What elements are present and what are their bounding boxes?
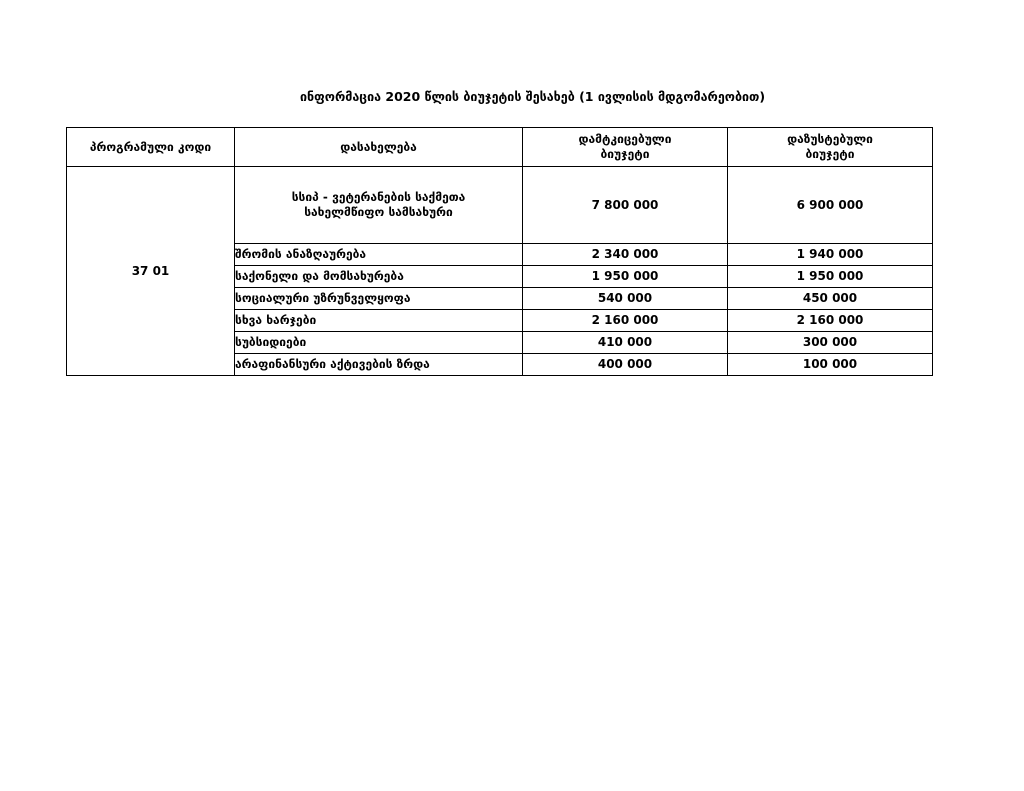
table-row-main: [67, 167, 933, 244]
row-specified-cell: 2 160 000: [728, 310, 933, 332]
row-approved-cell: 1 950 000: [523, 266, 728, 288]
header-specified-line1: დაზუსტებული: [787, 132, 873, 146]
header-name: დასახელება: [235, 128, 523, 167]
row-specified-cell: 1 940 000: [728, 244, 933, 266]
header-approved-line1: დამტკიცებული: [578, 132, 672, 146]
row-name-cell: საქონელი და მომსახურება: [235, 266, 523, 288]
row-name-cell: სუბსიდიები: [235, 332, 523, 354]
program-code-cell: 37 01: [67, 167, 235, 376]
header-specified-budget: [728, 128, 933, 167]
row-specified-cell: 100 000: [728, 354, 933, 376]
header-approved-line2: ბიუჯეტი: [600, 147, 650, 161]
row-specified-cell: 1 950 000: [728, 266, 933, 288]
main-specified-cell: 6 900 000: [728, 167, 933, 244]
page-title: ინფორმაცია 2020 წლის ბიუჯეტის შესახებ (1 ივლისის მდგომარეობით): [300, 89, 766, 104]
header-specified-line2: ბიუჯეტი: [805, 147, 855, 161]
row-approved-cell: 2 340 000: [523, 244, 728, 266]
row-name-cell: შრომის ანაზღაურება: [235, 244, 523, 266]
row-name-cell: არაფინანსური აქტივების ზრდა: [235, 354, 523, 376]
table-header-row: [67, 128, 933, 167]
row-specified-cell: 450 000: [728, 288, 933, 310]
main-approved-cell: 7 800 000: [523, 167, 728, 244]
main-name-line1: სსიპ - ვეტერანების საქმეთა: [291, 190, 466, 204]
main-name-line2: სახელმწიფო სამსახური: [304, 205, 453, 219]
row-approved-cell: 540 000: [523, 288, 728, 310]
header-approved-budget: [523, 128, 728, 167]
row-approved-cell: 400 000: [523, 354, 728, 376]
row-approved-cell: 410 000: [523, 332, 728, 354]
row-name-cell: სხვა ხარჯები: [235, 310, 523, 332]
budget-table: [66, 127, 933, 376]
header-program-code: პროგრამული კოდი: [67, 128, 235, 167]
main-name-cell: [235, 167, 523, 244]
row-approved-cell: 2 160 000: [523, 310, 728, 332]
row-specified-cell: 300 000: [728, 332, 933, 354]
row-name-cell: სოციალური უზრუნველყოფა: [235, 288, 523, 310]
